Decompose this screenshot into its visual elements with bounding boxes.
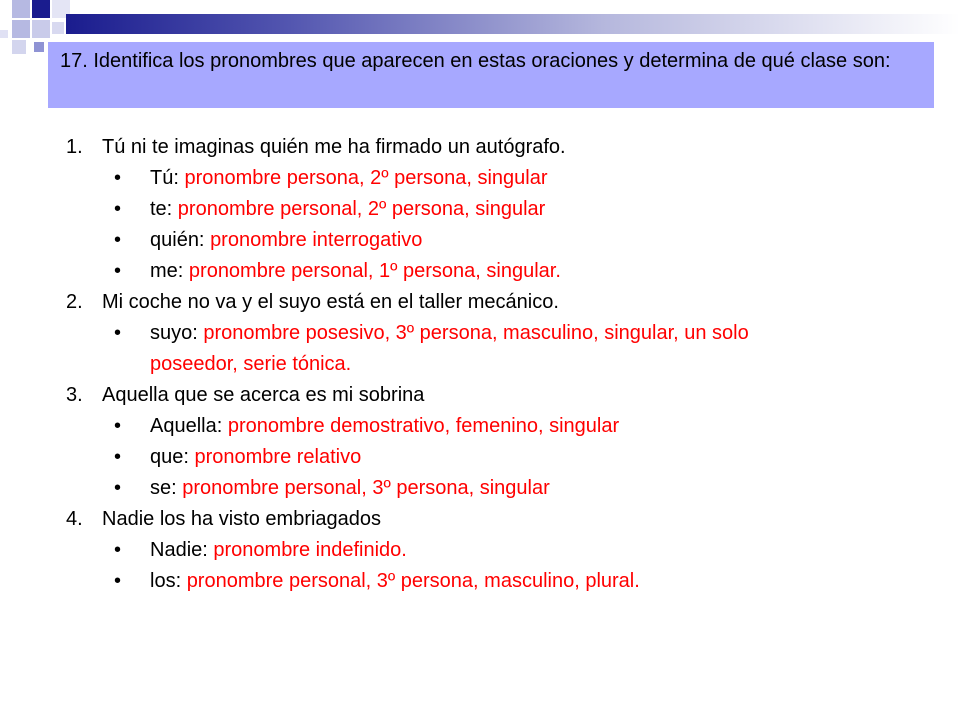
- bullet-item: [66, 473, 926, 504]
- bullet-icon: •: [114, 415, 122, 437]
- exercise-list: [66, 132, 926, 597]
- header-gradient-bar: [66, 14, 960, 34]
- pronoun-word: Tú:: [150, 167, 185, 189]
- list-item: [66, 380, 926, 411]
- bullet-item-continuation: [66, 349, 926, 380]
- pronoun-answer: pronombre personal, 3º persona, singular: [182, 477, 550, 499]
- bullet-icon: •: [114, 570, 122, 592]
- item-sentence: Tú ni te imaginas quién me ha firmado un autógrafo.: [102, 136, 566, 158]
- pronoun-word: Aquella:: [150, 415, 228, 437]
- bullet-item: [66, 411, 926, 442]
- pronoun-word: te:: [150, 198, 178, 220]
- decor-square: [12, 20, 30, 38]
- bullet-item: [66, 163, 926, 194]
- bullet-icon: •: [114, 539, 122, 561]
- bullet-icon: •: [114, 322, 122, 344]
- pronoun-word: los:: [150, 570, 187, 592]
- pronoun-answer: pronombre demostrativo, femenino, singular: [227, 415, 620, 437]
- pronoun-answer: pronombre persona, 2º persona, singular: [184, 167, 548, 189]
- pronoun-answer: pronombre relativo: [194, 446, 362, 468]
- decor-square: [52, 22, 64, 34]
- pronoun-word: me:: [150, 260, 189, 282]
- list-item: [66, 504, 926, 535]
- bullet-item: [66, 318, 926, 349]
- bullet-item: [66, 256, 926, 287]
- pronoun-answer: pronombre posesivo, 3º persona, masculino, singular, un solo: [203, 322, 749, 344]
- pronoun-word: quién:: [150, 229, 211, 251]
- bullet-item: [66, 225, 926, 256]
- decor-square: [34, 42, 44, 52]
- item-number: 1.: [66, 136, 83, 158]
- item-sentence: Aquella que se acerca es mi sobrina: [102, 384, 425, 406]
- item-sentence: Mi coche no va y el suyo está en el taller mecánico.: [102, 291, 559, 313]
- bullet-item: [66, 535, 926, 566]
- pronoun-answer: pronombre personal, 2º persona, singular: [177, 198, 546, 220]
- item-number: 2.: [66, 291, 83, 313]
- list-item: [66, 287, 926, 318]
- list-item: [66, 132, 926, 163]
- bullet-icon: •: [114, 229, 122, 251]
- item-sentence: Nadie los ha visto embriagados: [102, 508, 382, 530]
- pronoun-word: se:: [150, 477, 183, 499]
- decor-square: [32, 20, 50, 38]
- pronoun-answer: pronombre personal, 1º persona, singular.: [188, 260, 561, 282]
- pronoun-answer: pronombre personal, 3º persona, masculino, plural.: [186, 570, 640, 592]
- item-number: 4.: [66, 508, 83, 530]
- item-number: 3.: [66, 384, 83, 406]
- bullet-item: [66, 442, 926, 473]
- bullet-icon: •: [114, 446, 122, 468]
- bullet-item: [66, 194, 926, 225]
- bullet-icon: •: [114, 167, 122, 189]
- decor-square: [32, 0, 50, 18]
- bullet-icon: •: [114, 260, 122, 282]
- bullet-icon: •: [114, 198, 122, 220]
- pronoun-word: que:: [150, 446, 195, 468]
- bullet-item: [66, 566, 926, 597]
- slide-title: 17. Identifica los pronombres que aparecen en estas oraciones y determina de qué clase son:: [48, 42, 934, 108]
- pronoun-answer-continuation: poseedor, serie tónica.: [150, 353, 352, 375]
- pronoun-word: suyo:: [150, 322, 204, 344]
- decor-square: [12, 40, 26, 54]
- pronoun-answer: pronombre interrogativo: [210, 229, 423, 251]
- pronoun-word: Nadie:: [150, 539, 214, 561]
- bullet-icon: •: [114, 477, 122, 499]
- decor-square: [0, 30, 8, 38]
- decor-square: [12, 0, 30, 18]
- pronoun-answer: pronombre indefinido.: [213, 539, 407, 561]
